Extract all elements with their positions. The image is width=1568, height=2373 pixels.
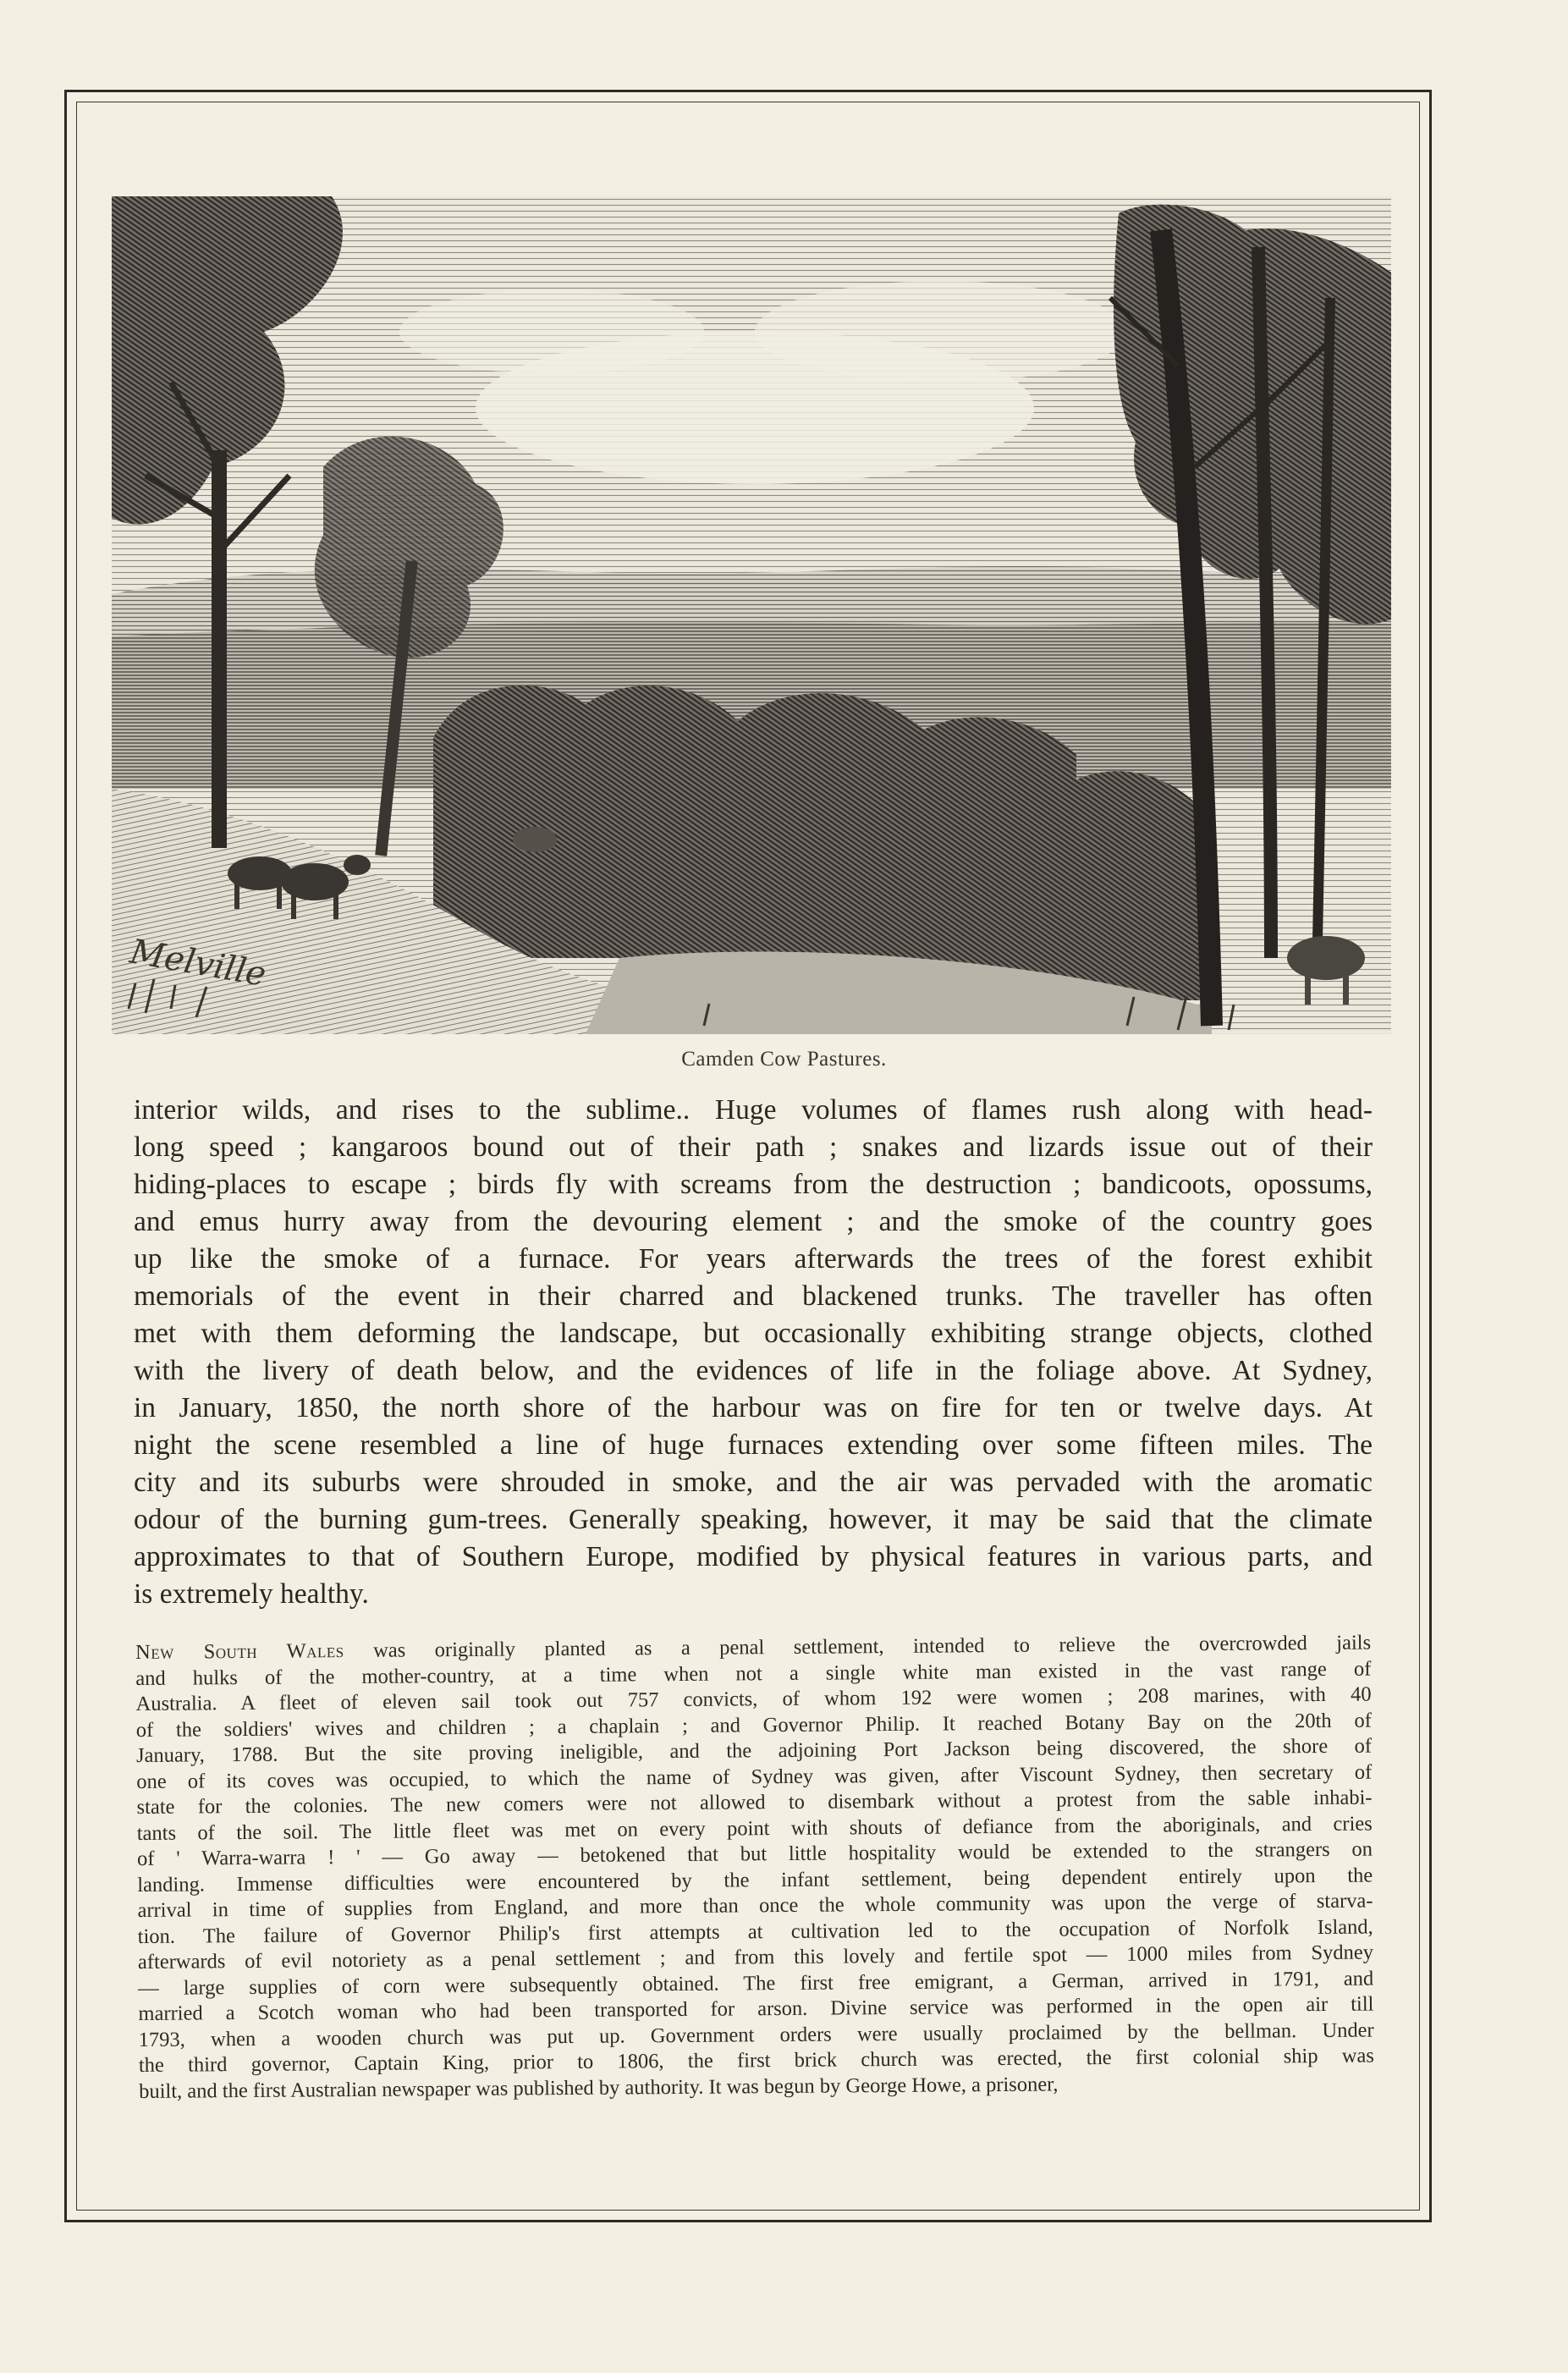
text-line: up like the smoke of a furnace. For years afterwards the trees of the forest exhibit: [134, 1243, 1373, 1275]
text-line: January, 1788. But the site proving ineligible, and the adjoining Port Jackson being discovered, the shore of: [135, 1734, 1373, 1767]
para2-lead-smallcaps: New South Wales: [135, 1639, 344, 1664]
text-line: city and its suburbs were shrouded in smoke, and the air was pervaded with the aromatic: [134, 1467, 1373, 1498]
svg-text:Melville: Melville: [127, 932, 269, 994]
para2-first-line-rest: was originally planted as a penal settlement, intended to relieve the overcrowded jails: [344, 1631, 1372, 1663]
text-line: married a Scotch woman who had been transported for arson. Divine service was performed in the open air till: [138, 1992, 1374, 2025]
text-line: with the livery of death below, and the evidences of life in the foliage above. At Sydney,: [134, 1355, 1373, 1386]
text-line: arrival in time of supplies from England, and more than once the whole community was upon the verge of starva-: [137, 1889, 1373, 1922]
text-line: and emus hurry away from the devouring element ; and the smoke of the country goes: [134, 1206, 1373, 1237]
text-line: approximates to that of Southern Europe, modified by physical features in various parts, and: [134, 1541, 1373, 1572]
text-line: built, and the first Australian newspaper was published by authority. It was begun by George Howe, a prisoner,: [139, 2072, 1059, 2103]
text-line: tion. The failure of Governor Philip's first attempts at cultivation led to the occupation of Norfolk Island,: [137, 1915, 1373, 1948]
text-line: state for the colonies. The new comers were not allowed to disembark without a protest from the sable inhabi-: [136, 1786, 1373, 1819]
text-line: and hulks of the mother-country, at a time when not a single white man existed in the vast range of: [135, 1657, 1372, 1690]
text-line: of ' Warra-warra ! ' — Go away — betokened that but little hospitality would be extended to the strangers on: [136, 1837, 1373, 1870]
text-line: interior wilds, and rises to the sublime.. Huge volumes of flames rush along with head-: [134, 1094, 1373, 1126]
text-line: is extremely healthy.: [134, 1578, 369, 1610]
text-line: hiding-places to escape ; birds fly with screams from the destruction ; bandicoots, opossums,: [134, 1169, 1373, 1200]
text-line: long speed ; kangaroos bound out of their path ; snakes and lizards issue out of their: [134, 1131, 1373, 1163]
text-line: the third governor, Captain King, prior to 1806, the first brick church was erected, the first colonial ship was: [138, 2044, 1375, 2077]
text-line: 1793, when a wooden church was put up. Government orders were usually proclaimed by the bellman. Under: [138, 2018, 1374, 2051]
text-line: Australia. A fleet of eleven sail took out 757 convicts, of whom 192 were women ; 208 marines, with 40: [135, 1682, 1372, 1715]
text-line: tants of the soil. The little fleet was met on every point with shouts of defiance from the aboriginals, and cries: [136, 1812, 1373, 1845]
text-line: of the soldiers' wives and children ; a chaplain ; and Governor Philip. It reached Botany Bay on the 20th of: [135, 1709, 1372, 1742]
text-line: odour of the burning gum-trees. Generally speaking, however, it may be said that the climate: [134, 1504, 1373, 1535]
text-line: one of its coves was occupied, to which the name of Sydney was given, after Viscount Sydney, then secretary of: [136, 1760, 1373, 1793]
text-line: in January, 1850, the north shore of the harbour was on fire for ten or twelve days. At: [134, 1392, 1373, 1423]
body-paragraph-new-south-wales: [135, 1631, 1374, 2105]
text-line: afterwards of evil notoriety as a penal settlement ; and from this lovely and fertile spot — 1000 miles from Sydney: [137, 1941, 1374, 1974]
text-line: night the scene resembled a line of huge furnaces extending over some fifteen miles. The: [134, 1429, 1373, 1461]
landscape-engraving: [112, 196, 1391, 1034]
text-line: landing. Immense difficulties were encountered by the infant settlement, being dependent entirely upon the: [137, 1864, 1373, 1897]
text-line: met with them deforming the landscape, but occasionally exhibiting strange objects, clothed: [134, 1318, 1373, 1349]
text-line: memorials of the event in their charred and blackened trunks. The traveller has often: [134, 1280, 1373, 1312]
body-paragraph-climate: [134, 1092, 1373, 1613]
illustration-caption: Camden Cow Pastures.: [681, 1048, 887, 1071]
text-line: — large supplies of corn were subsequently obtained. The first free emigrant, a German, arrived in 1791, and: [138, 1967, 1374, 2000]
